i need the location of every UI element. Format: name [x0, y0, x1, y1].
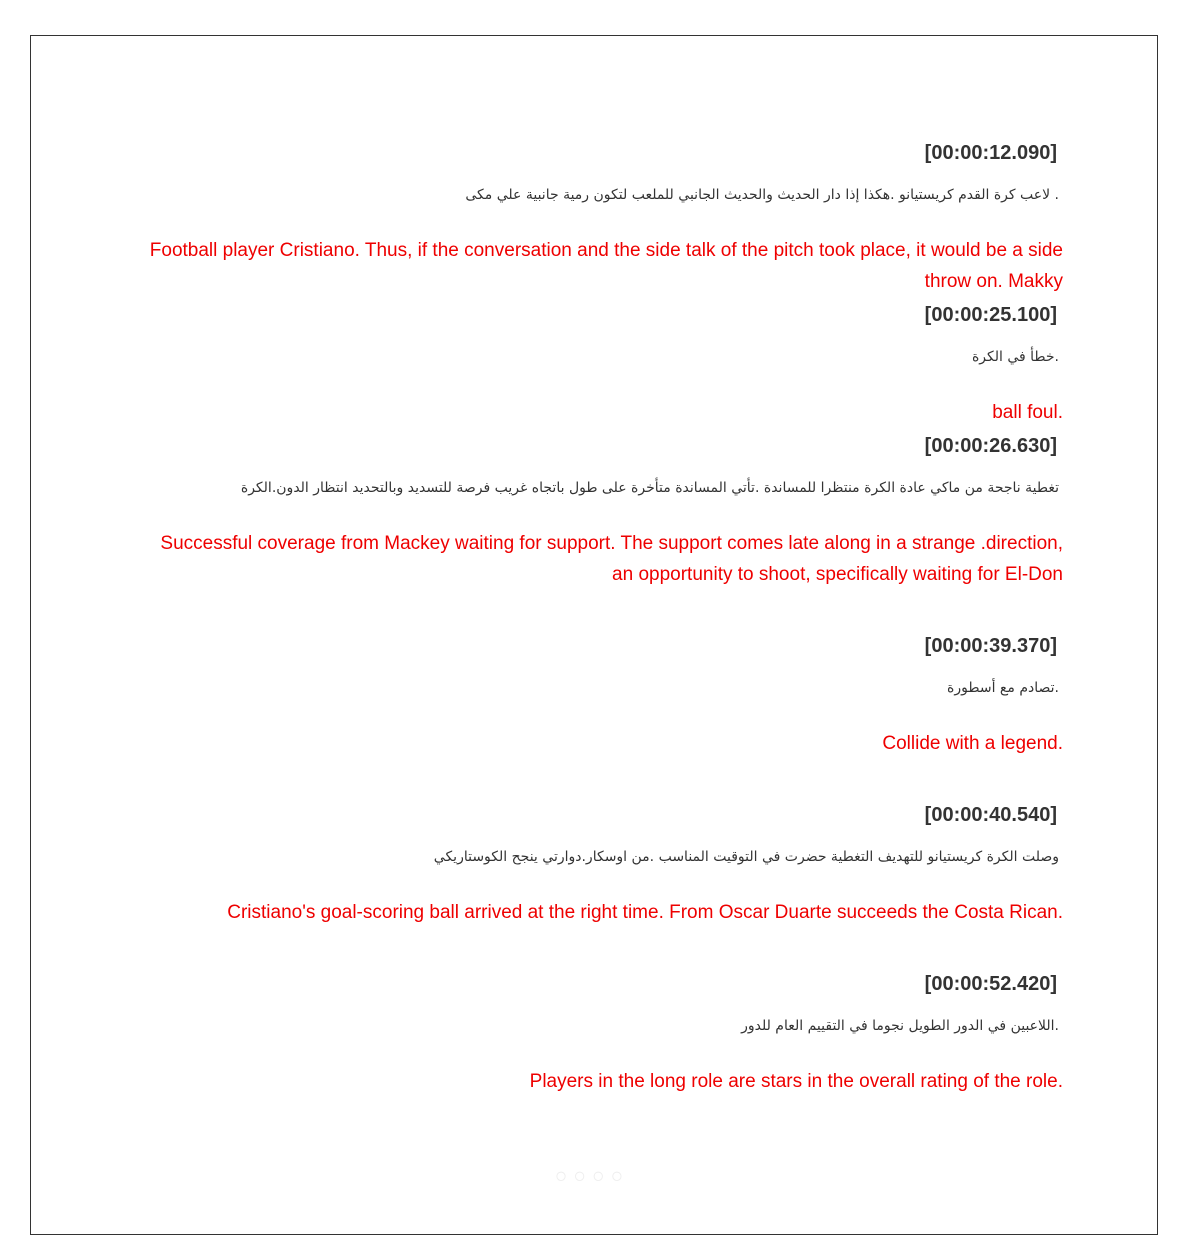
arabic-text: .خطأ في الكرة: [971, 349, 1059, 365]
english-translation: .Cristiano's goal-scoring ball arrived at the right time. From Oscar Duarte succeeds the Costa Rican: [227, 902, 1063, 923]
timestamp: [00:00:26.630]: [924, 435, 1057, 457]
english-translation: .ball foul: [992, 402, 1063, 423]
timestamp: [00:00:52.420]: [924, 973, 1057, 995]
english-translation: Football player Cristiano. Thus, if the conversation and the side talk of the pitch took place, it would be a side throw on. Makky: [149, 240, 1063, 292]
timestamp: [00:00:39.370]: [924, 635, 1057, 657]
english-translation: Successful coverage from Mackey waiting for support. The support comes late along in a strange .direction, an opportunity to shoot, specifically waiting for El-Don: [160, 533, 1063, 585]
arabic-text: تغطية ناجحة من ماكي عادة الكرة منتظرا للمساندة .تأتي المساندة متأخرة على طول باتجاه غريب فرصة للتسديد وبالتحديد انتظار الدون.الكرة: [240, 480, 1059, 496]
watermark-logo: ◦◦◦◦: [552, 1163, 628, 1193]
transcript-entry: [141, 803, 1063, 928]
transcript-entry: [141, 634, 1063, 759]
english-translation: .Collide with a legend: [882, 733, 1063, 754]
arabic-text: .اللاعبين في الدور الطويل نجوما في التقييم العام للدور: [741, 1018, 1059, 1034]
transcript-entry: [141, 434, 1063, 590]
arabic-text: وصلت الكرة كريستيانو للتهديف التغطية حضرت في التوقيت المناسب .من اوسكار.دوارتي ينجح الكوستاريكي: [433, 849, 1059, 865]
timestamp: [00:00:40.540]: [924, 804, 1057, 826]
arabic-text: . لاعب كرة القدم كريستيانو .هكذا إذا دار الحديث والحديث الجانبي للملعب لتكون رمية جانبية علي مكى: [465, 187, 1059, 203]
timestamp: [00:00:25.100]: [924, 304, 1057, 326]
document-page: [30, 35, 1158, 1235]
transcript-entry: [141, 141, 1063, 297]
transcript: [141, 141, 1063, 1097]
timestamp: [00:00:12.090]: [924, 142, 1057, 164]
transcript-entry: [141, 972, 1063, 1097]
arabic-text: .تصادم مع أسطورة: [947, 680, 1059, 696]
english-translation: .Players in the long role are stars in the overall rating of the role: [529, 1071, 1063, 1092]
transcript-entry: [141, 303, 1063, 428]
